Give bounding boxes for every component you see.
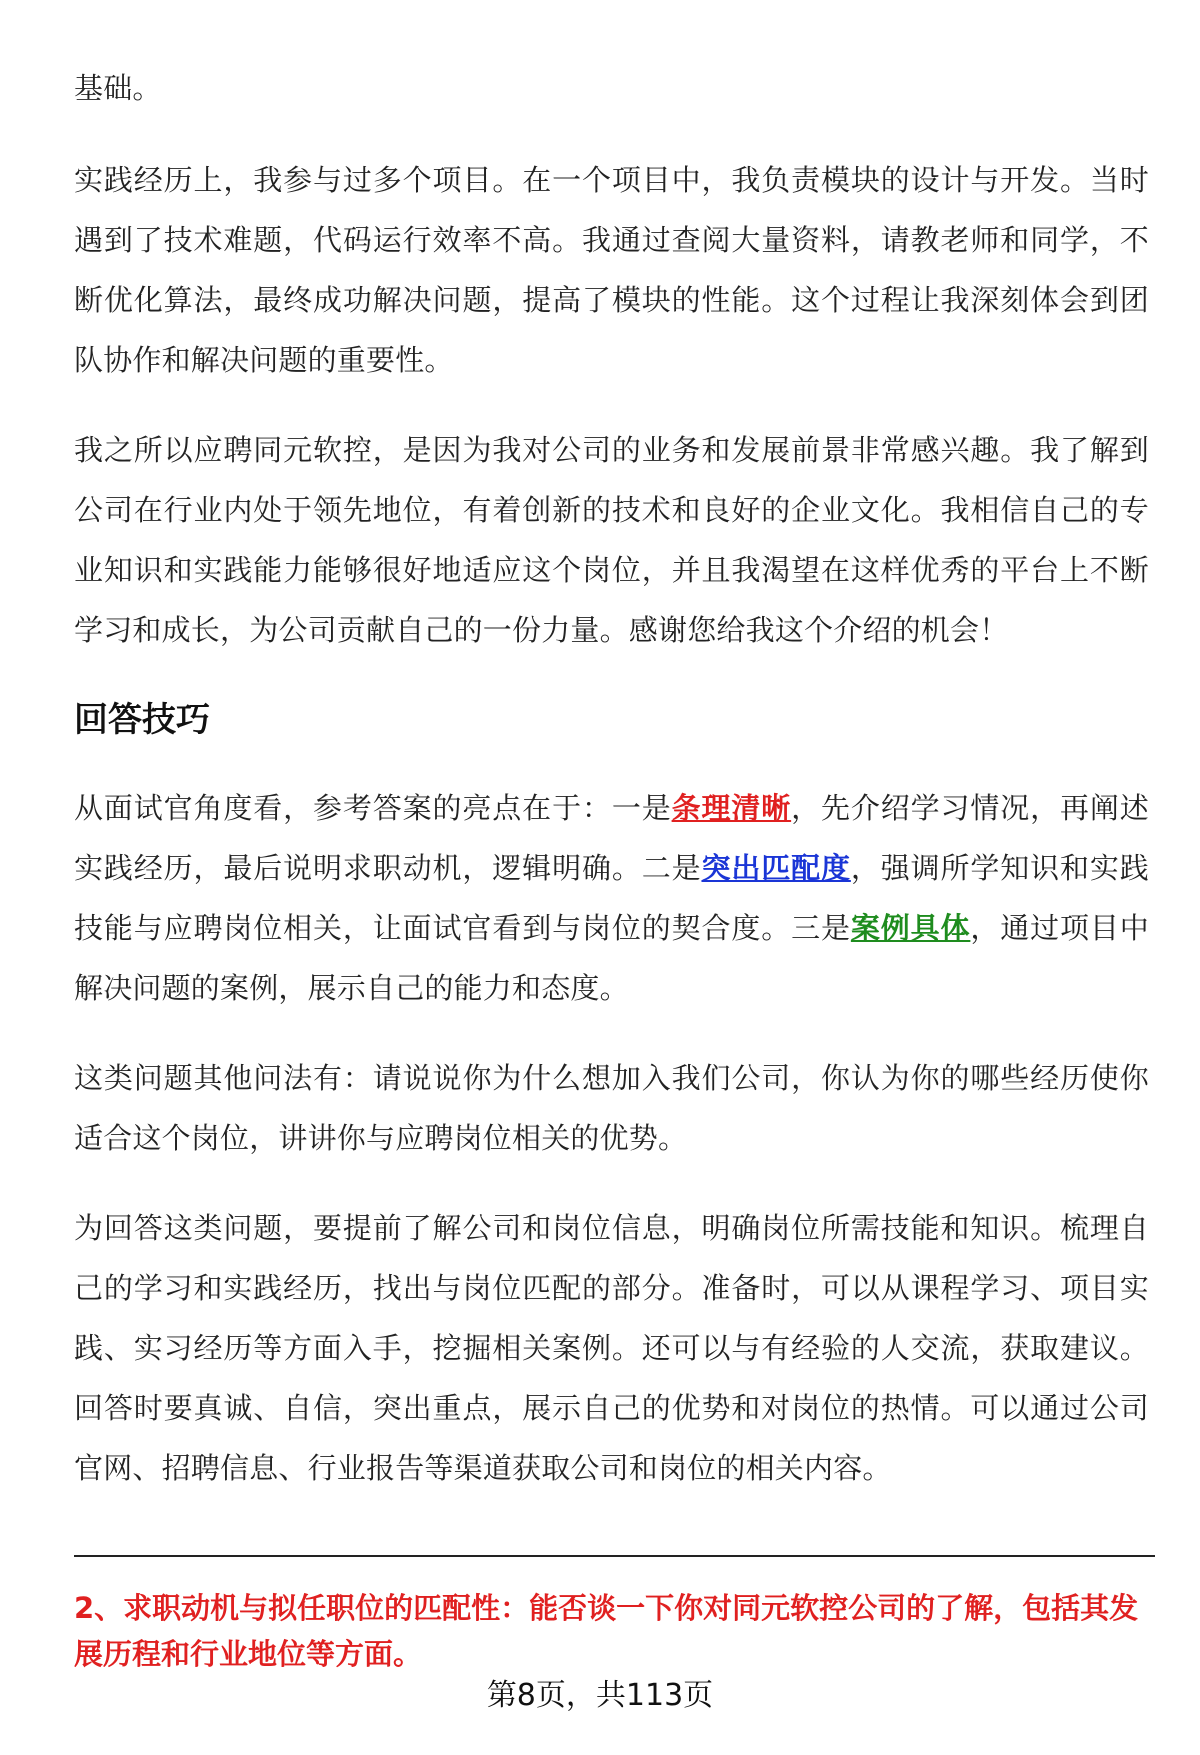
tips-after-highlight2: ，强调所学知识和实践技能与应聘岗位相关，让面试官看到与岗位的契合度。三是 xyxy=(74,851,1149,945)
tips-intro-text: 从面试官角度看，参考答案的亮点在于：一是 xyxy=(74,791,672,825)
paragraph-continuation: 基础。 xyxy=(74,71,162,105)
highlight-match: 突出匹配度 xyxy=(701,851,851,885)
paragraph-other-ways: 这类问题其他问法有：请说说你为什么想加入我们公司，你认为你的哪些经历使你适合这个岗位，讲讲你与应聘岗位相关的优势。 xyxy=(74,1061,1149,1155)
tips-after-highlight1: ，先介绍学习情况，再阐述实践经历，最后说明求职动机，逻辑明确。二是 xyxy=(74,791,1149,885)
next-question-title: 2、求职动机与拟任职位的匹配性：能否谈一下你对同元软控公司的了解，包括其发展历程和行业地位等方面。 xyxy=(74,1591,1139,1671)
paragraph-preparation-advice: 为回答这类问题，要提前了解公司和岗位信息，明确岗位所需技能和知识。梳理自己的学习和实践经历，找出与岗位匹配的部分。准备时，可以从课程学习、项目实践、实习经历等方面入手，挖掘相关案例。还可以与有经验的人交流，获取建议。回答时要真诚、自信，突出重点，展示自己的优势和对岗位的热情。可以通过公司官网、招聘信息、行业报告等渠道获取公司和岗位的相关内容。 xyxy=(74,1211,1149,1485)
document-content xyxy=(74,58,1149,1528)
highlight-concrete-case: 案例具体 xyxy=(850,911,971,945)
page-number-footer: 第8页，共113页 xyxy=(486,1678,714,1713)
section-heading-tips: 回答技巧 xyxy=(74,700,210,740)
paragraph-practice-experience: 实践经历上，我参与过多个项目。在一个项目中，我负责模块的设计与开发。当时遇到了技术难题，代码运行效率不高。我通过查阅大量资料，请教老师和同学，不断优化算法，最终成功解决问题，提高了模块的性能。这个过程让我深刻体会到团队协作和解决问题的重要性。 xyxy=(74,163,1149,377)
highlight-organized: 条理清晰 xyxy=(671,791,792,825)
paragraph-application-motivation: 我之所以应聘同元软控，是因为我对公司的业务和发展前景非常感兴趣。我了解到公司在行业内处于领先地位，有着创新的技术和良好的企业文化。我相信自己的专业知识和实践能力能够很好地适应这个岗位，并且我渴望在这样优秀的平台上不断学习和成长，为公司贡献自己的一份力量。感谢您给我这个介绍的机会！ xyxy=(74,433,1149,647)
tips-after-highlight3: ，通过项目中解决问题的案例，展示自己的能力和态度。 xyxy=(74,911,1150,1005)
paragraph-tips-highlights xyxy=(74,778,1149,1018)
section-divider xyxy=(74,1555,1155,1557)
